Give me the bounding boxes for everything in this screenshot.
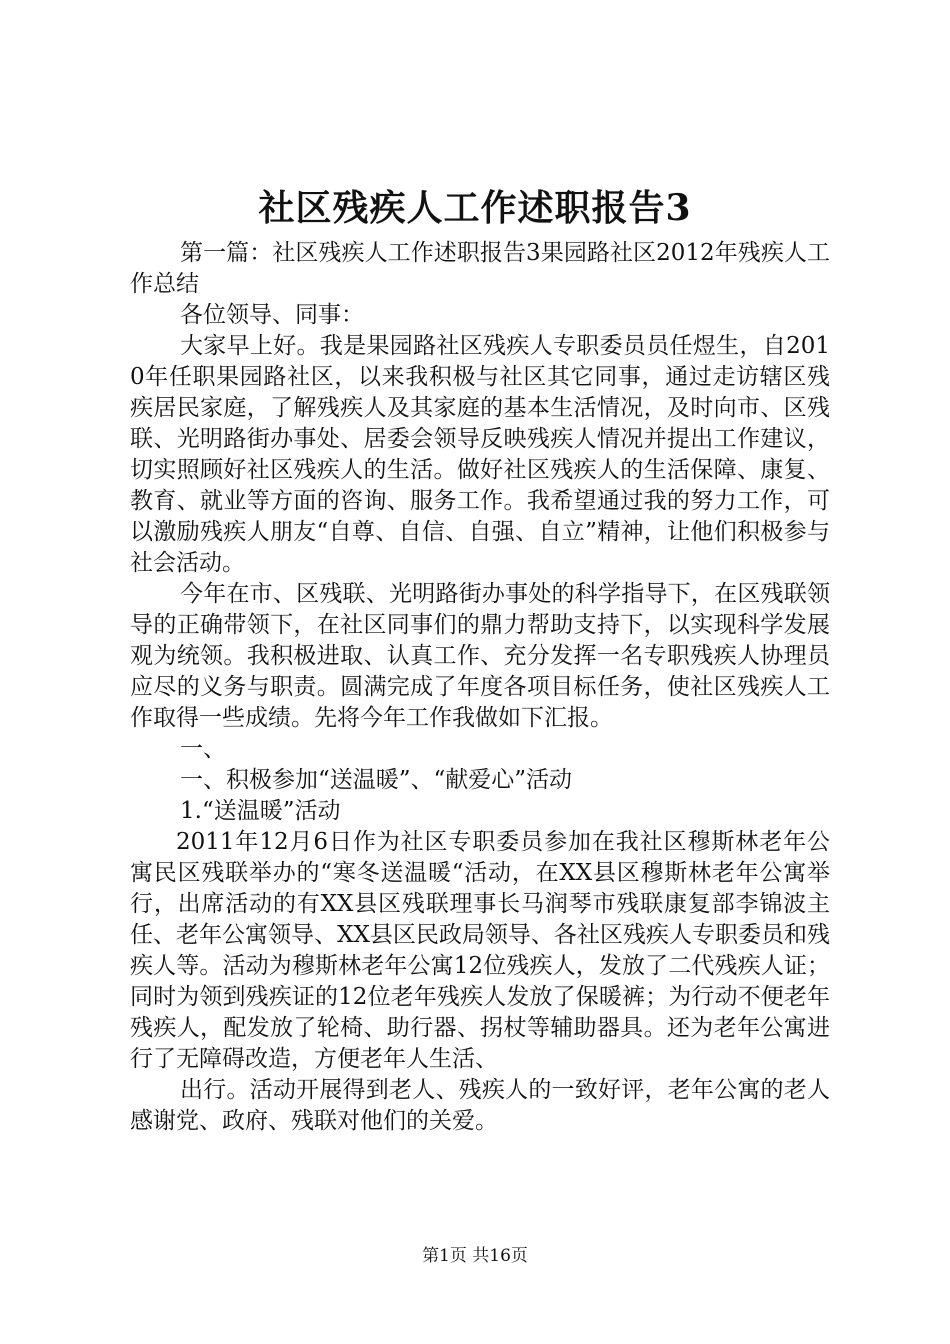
paragraph: 出行。活动开展得到老人、残疾人的一致好评，老年公寓的老人感谢党、政府、残联对他们的关爱。: [130, 1077, 830, 1134]
page-number-footer: 第1页 共16页: [422, 1246, 528, 1266]
document-title: 社区残疾人工作述职报告3: [258, 187, 692, 229]
paragraph: 2011年12月6日作为社区专职委员参加在我社区穆斯林老年公寓民区残联举办的“寒冬送温暖“活动，在XX县区穆斯林老年公寓举行，出席活动的有XX县区残联理事长马润琴市残联康复部李锦波主任、老年公寓领导、XX县区民政局领导、各社区残疾人专职委员和残疾人等。活动为穆斯林老年公寓12位残疾人，发放了二代残疾人证；同时为领到残疾证的12位老年残疾人发放了保暖裤；为行动不便老年残疾人，配发放了轮椅、助行器、拐杖等辅助器具。还为老年公寓进行了无障碍改造，方便老年人生活、: [130, 829, 830, 1072]
paragraph: 大家早上好。我是果园路社区残疾人专职委员员任煜生，自2010年任职果园路社区，以来我积极与社区其它同事，通过走访辖区残疾居民家庭，了解残疾人及其家庭的基本生活情况，及时向市、区残联、光明路街办事处、居委会领导反映残疾人情况并提出工作建议，切实照顾好社区残疾人的生活。做好社区残疾人的生活保障、康复、教育、就业等方面的咨询、服务工作。我希望通过我的努力工作，可以激励残疾人朋友“自尊、自信、自强、自立”精神，让他们积极参与社会活动。: [130, 333, 830, 576]
section-heading: 一、积极参加“送温暖”、“献爱心”活动: [180, 767, 573, 793]
paragraph: 一、: [180, 736, 226, 762]
paragraph: 今年在市、区残联、光明路街办事处的科学指导下，在区残联领导的正确带领下，在社区同事们的鼎力帮助支持下，以实现科学发展观为统领。我积极进取、认真工作、充分发挥一名专职残疾人协理员应尽的义务与职责。圆满完成了年度各项目标任务，使社区残疾人工作取得一些成绩。先将今年工作我做如下汇报。: [130, 581, 830, 731]
subsection-heading: 1.“送温暖”活动: [180, 798, 341, 824]
paragraph: 各位领导、同事：: [180, 302, 364, 328]
document-body: [130, 238, 830, 1137]
paragraph: 第一篇：社区残疾人工作述职报告3果园路社区2012年残疾人工作总结: [130, 240, 830, 297]
